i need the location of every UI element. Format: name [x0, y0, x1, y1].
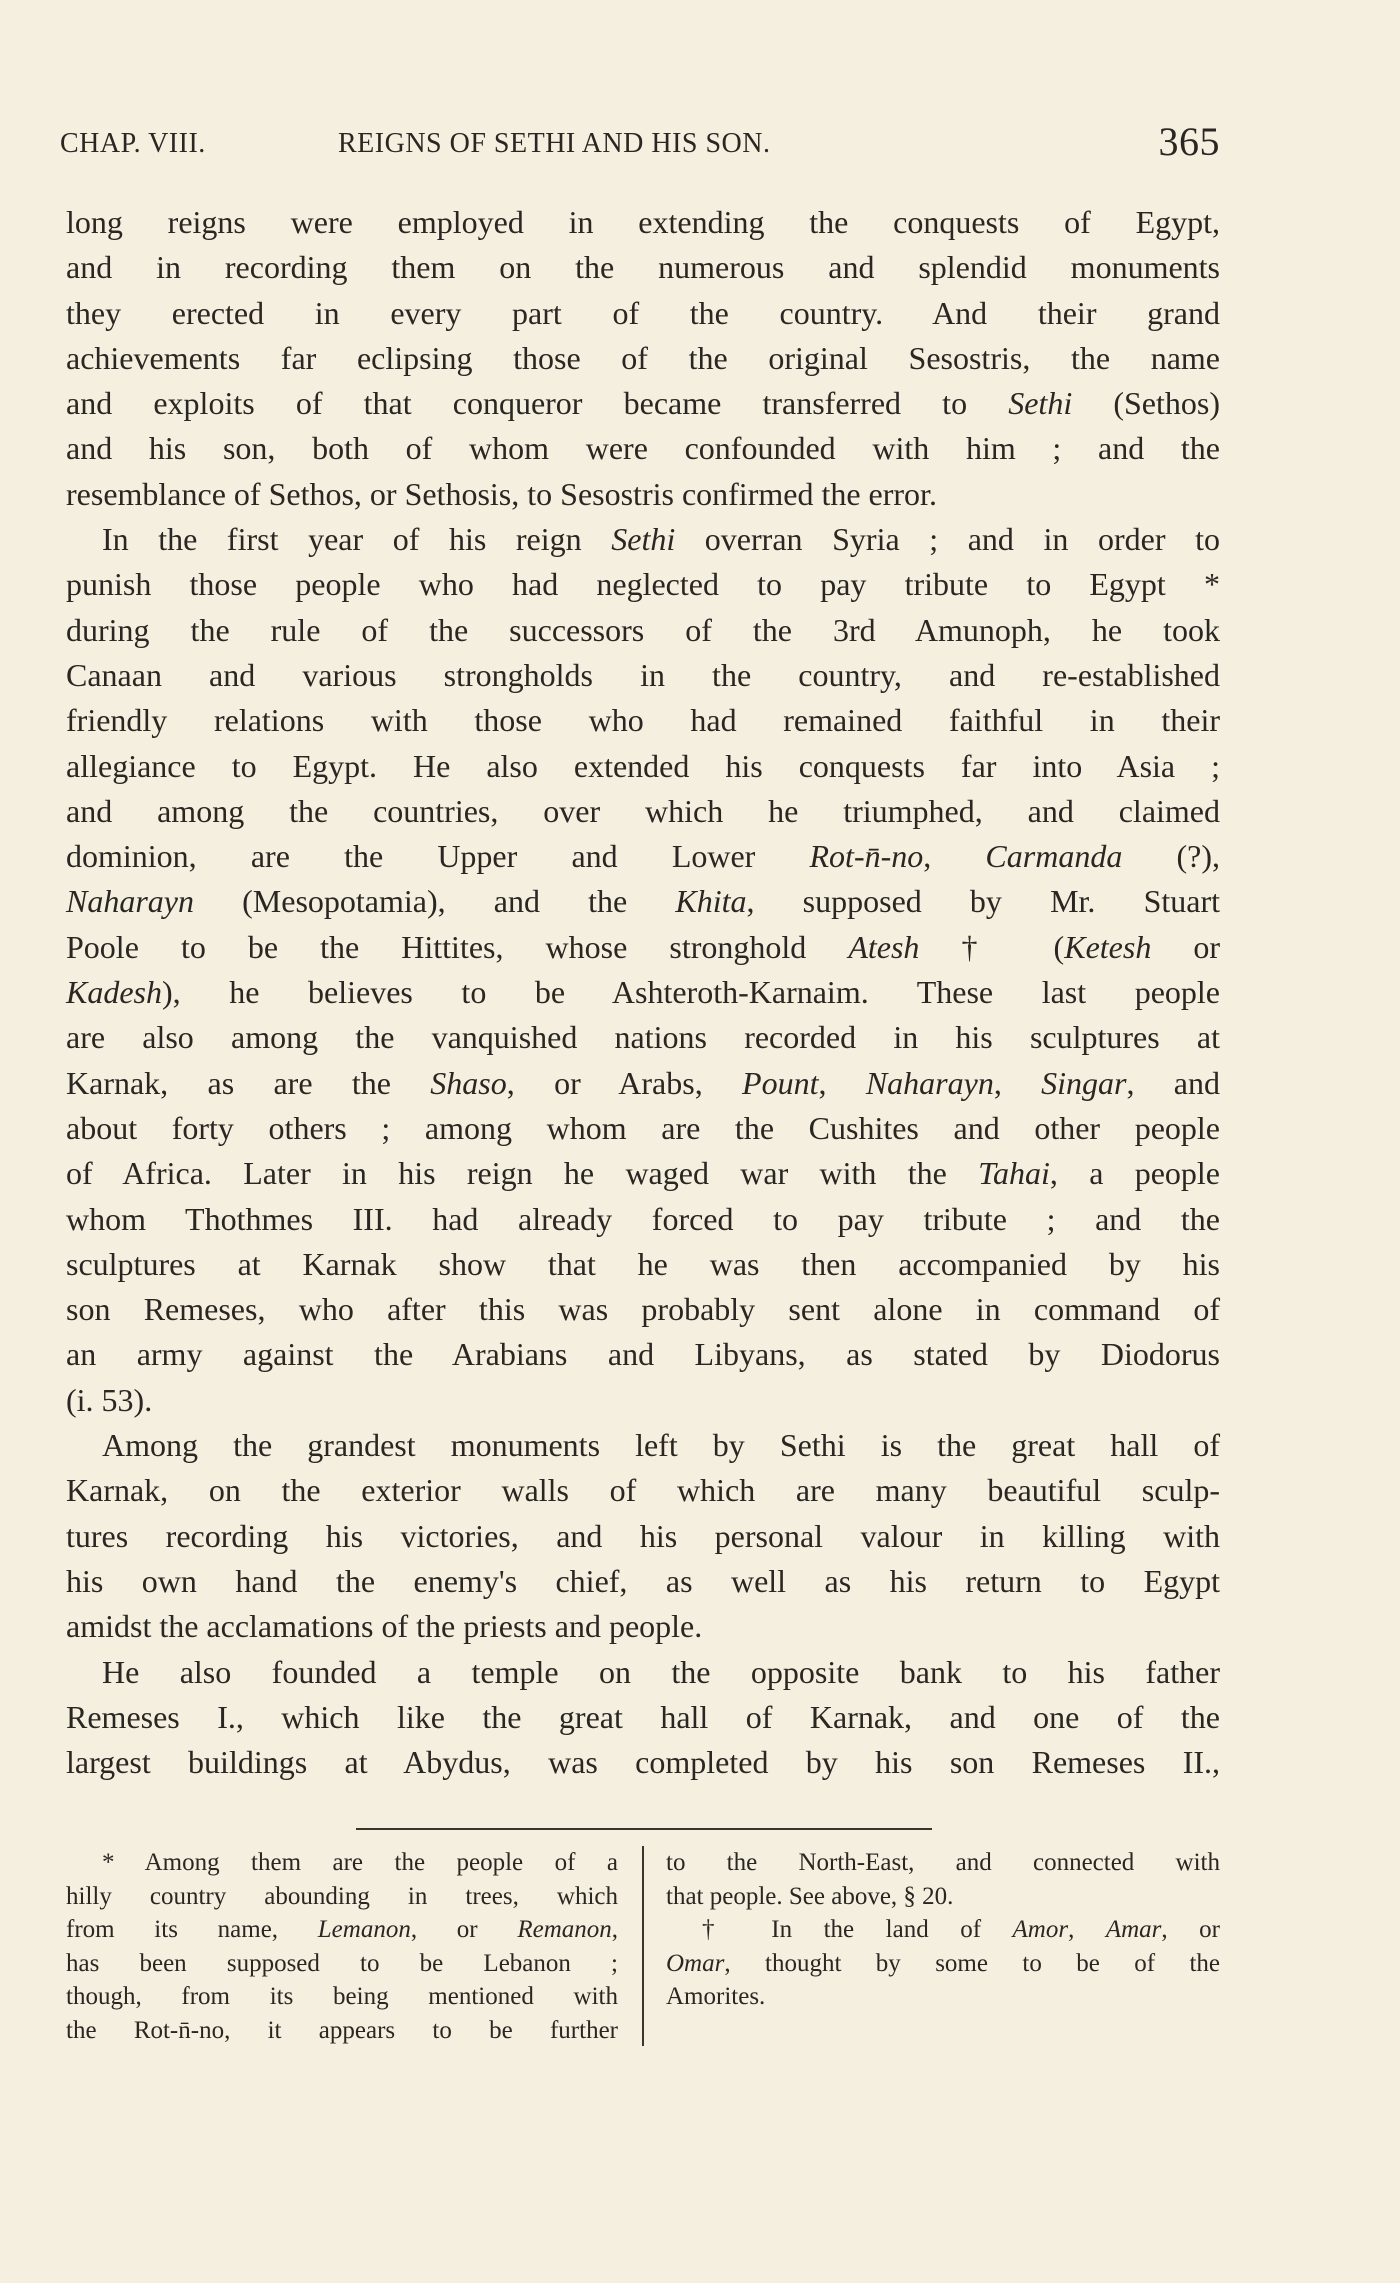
footnote-line: Amorites. — [666, 1983, 766, 2010]
text-line: tures recording his victories, and his personal valour in killing with — [66, 1517, 1220, 1554]
text-line: In the first year of his reign Sethi overran Syria ; and in order to — [102, 521, 1221, 558]
footnote-line: * Among them are the people of a — [102, 1849, 618, 1876]
text-line: friendly relations with those who had remained faithful in their — [66, 702, 1220, 739]
text-line: an army against the Arabians and Libyans, as stated by Diodorus — [66, 1336, 1220, 1373]
text-line: Canaan and various strongholds in the country, and re-established — [66, 656, 1220, 693]
text-line: Naharayn (Mesopotamia), and the Khita, supposed by Mr. Stuart — [66, 883, 1220, 920]
chapter-label: CHAP. VIII. — [60, 128, 206, 159]
footnote-rule — [356, 1828, 932, 1830]
text-line: during the rule of the successors of the 3rd Amunoph, he took — [66, 611, 1220, 648]
text-line: sculptures at Karnak show that he was then accompanied by his — [66, 1245, 1220, 1282]
text-line: they erected in every part of the country. And their grand — [66, 294, 1220, 331]
text-line: amidst the acclamations of the priests and people. — [66, 1608, 703, 1645]
footnote-column-left — [66, 1846, 618, 2047]
text-line: achievements far eclipsing those of the original Sesostris, the name — [66, 339, 1220, 376]
text-line: punish those people who had neglected to pay tribute to Egypt * — [66, 566, 1220, 603]
text-line: dominion, are the Upper and Lower Rot-n̄-no, Carmanda (?), — [66, 838, 1221, 875]
footnote-line: from its name, Lemanon, or Remanon, — [66, 1916, 619, 1943]
footnote-line: to the North-East, and connected with — [666, 1849, 1220, 1876]
footnote-column-right — [666, 1846, 1220, 2014]
running-title: REIGNS OF SETHI AND HIS SON. — [338, 128, 771, 159]
footnote-line: though, from its being mentioned with — [66, 1983, 618, 2010]
text-line: his own hand the enemy's chief, as well as his return to Egypt — [66, 1562, 1220, 1599]
text-line: about forty others ; among whom are the Cushites and other people — [66, 1109, 1220, 1146]
footnote-line: the Rot-n̄-no, it appears to be further — [66, 2016, 618, 2044]
text-line: of Africa. Later in his reign he waged war with the Tahai, a people — [66, 1155, 1221, 1192]
text-line: and his son, both of whom were confounded with him ; and the — [66, 430, 1220, 467]
text-line: resemblance of Sethos, or Sethosis, to Sesostris confirmed the error. — [66, 475, 937, 512]
text-line: son Remeses, who after this was probably sent alone in command of — [66, 1291, 1220, 1328]
text-line: long reigns were employed in extending the conquests of Egypt, — [66, 204, 1220, 240]
text-line: He also founded a temple on the opposite bank to his father — [102, 1653, 1220, 1690]
text-line: whom Thothmes III. had already forced to pay tribute ; and the — [66, 1200, 1220, 1237]
text-line: Poole to be the Hittites, whose stronghold Atesh † (Ketesh or — [66, 928, 1221, 965]
footnote-line: hilly country abounding in trees, which — [66, 1882, 618, 1910]
footnote-line: has been supposed to be Lebanon ; — [66, 1949, 618, 1977]
footnotes — [66, 1846, 1220, 2056]
text-line: (i. 53). — [66, 1381, 153, 1418]
footnote-line: Omar, thought by some to be of the — [666, 1949, 1220, 1977]
text-line: Karnak, as are the Shaso, or Arabs, Pount, Naharayn, Singar, and — [66, 1064, 1221, 1101]
text-line: and exploits of that conqueror became transferred to Sethi (Sethos) — [66, 385, 1221, 422]
text-line: and among the countries, over which he triumphed, and claimed — [66, 792, 1220, 829]
text-line: and in recording them on the numerous and splendid monuments — [66, 249, 1220, 286]
text-line: Karnak, on the exterior walls of which are many beautiful sculp- — [66, 1472, 1220, 1509]
text-line: are also among the vanquished nations recorded in his sculptures at — [66, 1019, 1220, 1056]
text-line: Remeses I., which like the great hall of Karnak, and one of the — [66, 1698, 1220, 1735]
footnote-line: † In the land of Amor, Amar, or — [702, 1916, 1221, 1943]
page-number: 365 — [1158, 119, 1220, 164]
footnote-column-divider — [642, 1846, 644, 2046]
text-line: Among the grandest monuments left by Sethi is the great hall of — [102, 1427, 1220, 1464]
footnote-line: that people. See above, § 20. — [666, 1882, 954, 1910]
running-header — [60, 119, 1220, 170]
text-line: largest buildings at Abydus, was completed by his son Remeses II., — [66, 1744, 1220, 1781]
text-line: allegiance to Egypt. He also extended his conquests far into Asia ; — [66, 747, 1220, 784]
text-line: Kadesh), he believes to be Ashteroth-Karnaim. These last people — [66, 974, 1220, 1011]
body-text — [66, 200, 1220, 1785]
